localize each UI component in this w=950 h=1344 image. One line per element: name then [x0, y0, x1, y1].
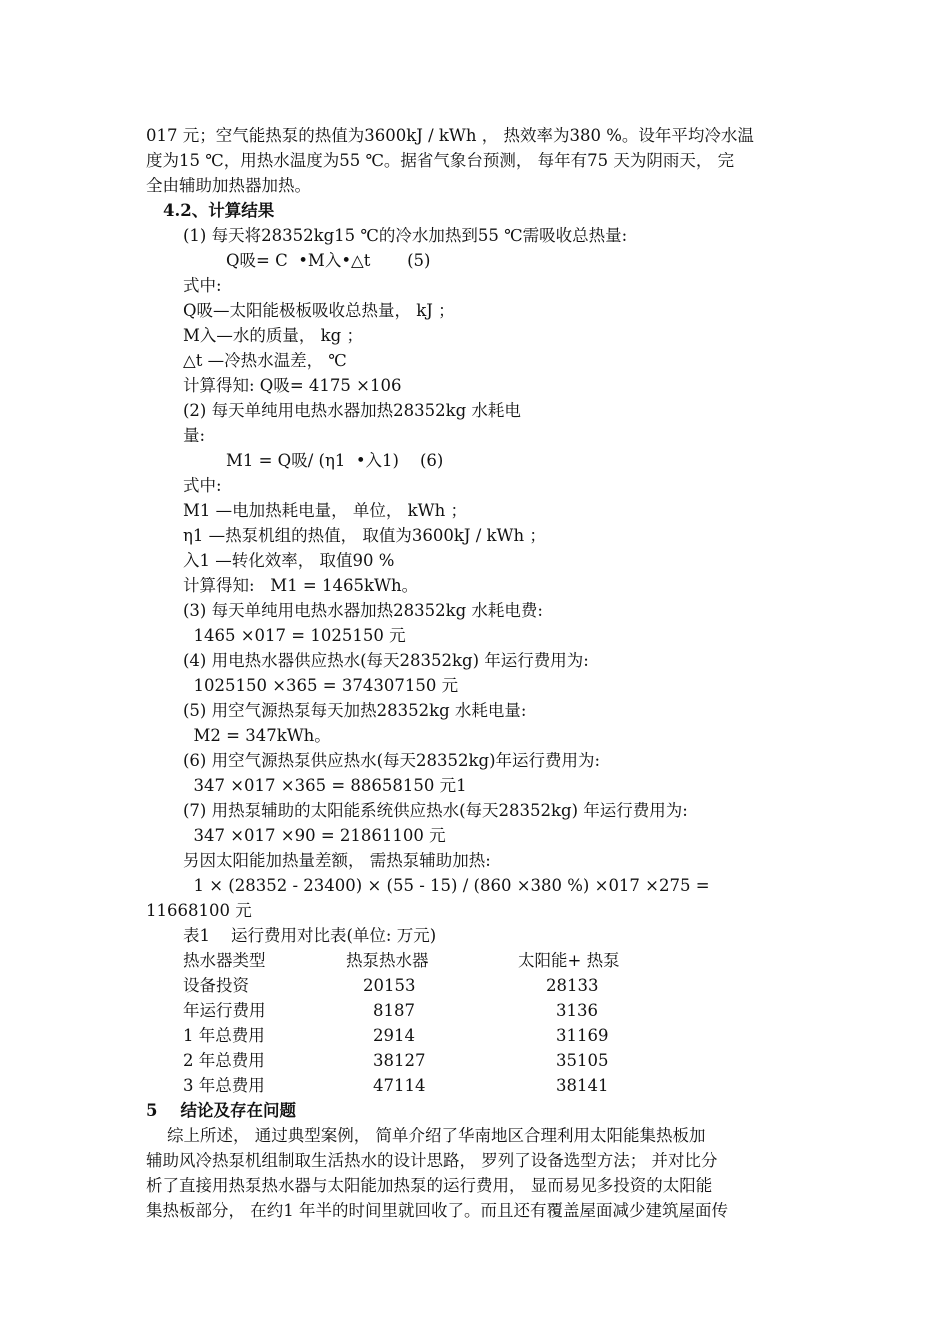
table-cell: 2914	[373, 1026, 415, 1045]
table-header-cell: 热水器类型	[183, 951, 266, 970]
calc-line: Q吸—太阳能极板吸收总热量， kJ ；	[183, 301, 455, 320]
section-heading-4-2: 4.2、计算结果	[163, 201, 275, 220]
calc-line: (2) 每天单纯用电热水器加热28352kg 水耗电	[183, 401, 521, 420]
table-cell: 38127	[373, 1051, 426, 1070]
conclusion-line-1: 综上所述， 通过典型案例， 简单介绍了华南地区合理利用太阳能集热板加	[146, 1126, 706, 1145]
calc-line: 式中:	[183, 276, 222, 295]
calc-line: M2 = 347kWh。	[183, 726, 331, 745]
calc-line: 347 ×017 ×90 = 21861100 元	[183, 826, 446, 845]
calc-line: 1465 ×017 = 1025150 元	[183, 626, 406, 645]
intro-line-1: 017 元；空气能热泵的热值为3600kJ / kWh ， 热效率为380 %。设年平均冷水温	[146, 126, 754, 145]
calc-line: (5) 用空气源热泵每天加热28352kg 水耗电量:	[183, 701, 527, 720]
table-cell: 28133	[546, 976, 599, 995]
conclusion-line-2: 辅助风冷热泵机组制取生活热水的设计思路， 罗列了设备选型方法； 并对比分	[146, 1151, 718, 1170]
conclusion-line-3: 析了直接用热泵热水器与太阳能加热泵的运行费用， 显而易见多投资的太阳能	[146, 1176, 713, 1195]
calc-line: 1 × (28352 - 23400) × (55 - 15) / (860 ×380 %) ×017 ×275 =	[183, 876, 710, 895]
calc-line: η1 —热泵机组的热值， 取值为3600kJ / kWh ；	[183, 526, 546, 545]
table-header-cell: 太阳能+ 热泵	[518, 951, 620, 970]
calc-line: 计算得知: Q吸= 4175 ×106	[183, 376, 402, 395]
table-cell: 38141	[556, 1076, 609, 1095]
intro-line-2: 度为15 ℃，用热水温度为55 ℃。据省气象台预测， 每年有75 天为阴雨天， 完	[146, 151, 735, 170]
calc-line: (1) 每天将28352kg15 ℃的冷水加热到55 ℃需吸收总热量:	[183, 226, 628, 245]
calc-line: (4) 用电热水器供应热水(每天28352kg) 年运行费用为:	[183, 651, 589, 670]
calc-line: 量:	[183, 426, 206, 445]
conclusion-line-4: 集热板部分， 在约1 年半的时间里就回收了。而且还有覆盖屋面减少建筑屋面传	[146, 1201, 728, 1220]
table-header-cell: 热泵热水器	[346, 951, 429, 970]
table-caption: 表1 运行费用对比表(单位: 万元)	[183, 926, 437, 945]
formula-5: Q吸= C •M入•△t (5)	[205, 251, 431, 270]
table-cell: 2 年总费用	[183, 1051, 265, 1070]
table-cell: 3136	[556, 1001, 598, 1020]
calc-line-wrap: 11668100 元	[146, 901, 252, 920]
calc-line: 式中:	[183, 476, 222, 495]
table-cell: 20153	[363, 976, 416, 995]
table-cell: 1 年总费用	[183, 1026, 265, 1045]
table-cell: 47114	[373, 1076, 426, 1095]
calc-line: M入—水的质量， kg ；	[183, 326, 363, 345]
calc-line: 计算得知: M1 = 1465kWh。	[183, 576, 419, 595]
table-cell: 3 年总费用	[183, 1076, 265, 1095]
table-cell: 31169	[556, 1026, 609, 1045]
intro-line-3: 全由辅助加热器加热。	[146, 176, 311, 195]
calc-line: (6) 用空气源热泵供应热水(每天28352kg)年运行费用为:	[183, 751, 601, 770]
calc-line: (7) 用热泵辅助的太阳能系统供应热水(每天28352kg) 年运行费用为:	[183, 801, 688, 820]
calc-line: 1025150 ×365 = 374307150 元	[183, 676, 459, 695]
formula-6: M1 = Q吸/ (η1 •入1) (6)	[205, 451, 444, 470]
section-heading-5: 5 结论及存在问题	[146, 1101, 296, 1120]
table-cell: 设备投资	[183, 976, 249, 995]
table-cell: 年运行费用	[183, 1001, 266, 1020]
calc-line: 347 ×017 ×365 = 88658150 元1	[183, 776, 467, 795]
calc-line: △t —冷热水温差， ℃	[183, 351, 347, 370]
calc-line: 另因太阳能加热量差额， 需热泵辅助加热:	[183, 851, 491, 870]
calc-line: (3) 每天单纯用电热水器加热28352kg 水耗电费:	[183, 601, 543, 620]
calc-line: 入1 —转化效率， 取值90 %	[183, 551, 395, 570]
table-cell: 8187	[373, 1001, 415, 1020]
calc-line: M1 —电加热耗电量， 单位， kWh ；	[183, 501, 467, 520]
table-cell: 35105	[556, 1051, 609, 1070]
